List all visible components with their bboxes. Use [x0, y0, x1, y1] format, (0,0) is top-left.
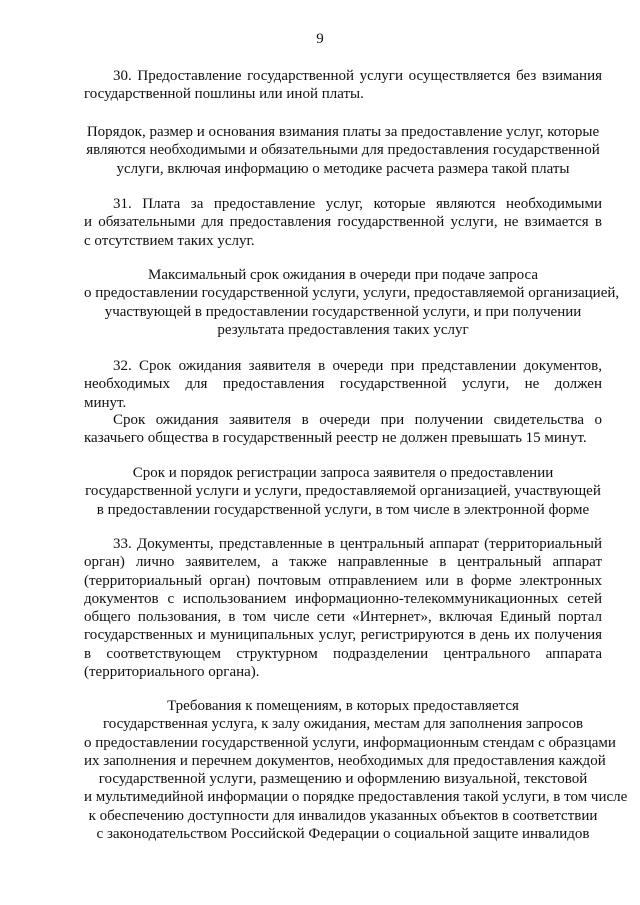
- heading-line: с законодательством Российской Федерации о социальной защите инвалидов: [96, 826, 590, 843]
- heading-line: в предоставлении государственной услуги, в том числе в электронной форме: [96, 501, 590, 518]
- paragraph-line: необходимых для предоставления государственной услуги, не должен: [84, 376, 602, 393]
- paragraph-line: 31. Плата за предоставление услуг, которые являются необходимыми: [113, 196, 602, 212]
- paragraph-line: (территориальный орган) почтовым отправлением или в форме электронных: [84, 572, 602, 589]
- heading-line: являются необходимыми и обязательными для предоставления государственной: [86, 142, 600, 159]
- paragraph-line: (территориального органа).: [84, 664, 260, 681]
- heading-line: государственной услуги, размещению и оформлению визуальной, текстовой: [98, 771, 588, 788]
- paragraph-line: общего пользования, в том числе сети «Интернет», включая Единый портал: [84, 609, 602, 626]
- heading-line: государственная услуга, к залу ожидания, местам для заполнения запросов: [102, 716, 584, 733]
- paragraph-line: казачьего общества в государственный реестр не должен превышать 15 минут.: [84, 430, 587, 447]
- section-heading: [84, 464, 602, 519]
- heading-line: о предоставлении государственной услуги, услуги, предоставляемой организацией,: [84, 285, 620, 302]
- heading-line: Порядок, размер и основания взимания платы за предоставление услуг, которые: [86, 124, 600, 140]
- paragraph-line: орган) лично заявителем, а также направленные в центральный аппарат: [84, 554, 602, 571]
- heading-line: Срок и порядок регистрации запроса заявителя о предоставлении: [132, 465, 554, 481]
- paragraph: [84, 67, 602, 104]
- heading-line: о предоставлении государственной услуги, информационным стендам с образцами: [84, 734, 616, 751]
- paragraph-line: в соответствующем структурном подразделении центрального аппарата: [84, 645, 602, 662]
- paragraph-line: 33. Документы, представленные в центральный аппарат (территориальный: [113, 536, 602, 552]
- paragraph-line: 32. Срок ожидания заявителя в очереди при представлении документов,: [113, 358, 602, 374]
- paragraph-line: Срок ожидания заявителя в очереди при получении свидетельства о: [113, 412, 602, 428]
- heading-line: Максимальный срок ожидания в очереди при подаче запроса: [147, 267, 539, 283]
- heading-line: Требования к помещениям, в которых предоставляется: [167, 698, 519, 714]
- heading-line: к обеспечению доступности для инвалидов указанных объектов в соответствии: [88, 807, 598, 824]
- heading-line: участвующей в предоставлении государственной услуги, и при получении: [104, 303, 582, 320]
- heading-line: их заполнения и перечнем документов, необходимых для предоставления каждой: [84, 752, 606, 769]
- section-heading: [84, 123, 602, 178]
- paragraph-line: и обязательными для предоставления государственной услуги, не взимается в: [84, 214, 602, 231]
- heading-line: услуги, включая информацию о методике расчета размера такой платы: [116, 160, 570, 177]
- paragraph-line: 30. Предоставление государственной услуги осуществляется без взимания: [113, 68, 602, 84]
- heading-line: и мультимедийной информации о порядке предоставления такой услуги, в том числе: [84, 789, 628, 806]
- paragraph: [84, 411, 602, 448]
- section-heading: [84, 266, 620, 339]
- page-number: 9: [316, 31, 324, 47]
- paragraph: [84, 535, 602, 681]
- paragraph: [84, 357, 602, 412]
- section-heading: [84, 697, 628, 843]
- paragraph-line: с отсутствием таких услуг.: [84, 232, 255, 249]
- heading-line: результата предоставления таких услуг: [217, 321, 469, 338]
- heading-line: государственной услуги и услуги, предоставляемой организацией, участвующей: [85, 483, 601, 500]
- paragraph: [84, 195, 602, 250]
- paragraph-line: документов с использованием информационно-телекоммуникационных сетей: [84, 590, 602, 607]
- paragraph-line: минут.: [84, 394, 127, 411]
- paragraph-line: государственных и муниципальных услуг, регистрируются в день их получения: [84, 627, 602, 644]
- paragraph-line: государственной пошлины или иной платы.: [84, 86, 364, 103]
